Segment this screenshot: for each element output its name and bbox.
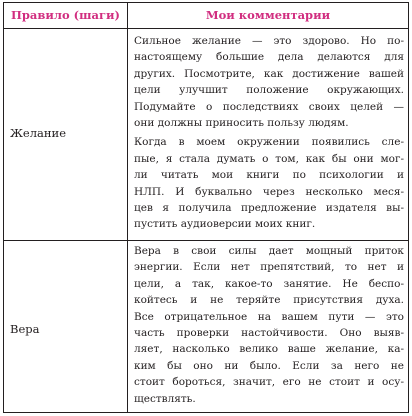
comment-cell-desire [134,33,404,233]
text-line: Вера в свои силы дает мощный приток [134,245,404,257]
text-line: других. Посмотрите, как достижение вашей [134,67,404,80]
comment-paragraph [134,243,404,407]
text-line: ким бы оно ни было. Если за него не [134,359,404,372]
comment-paragraph [134,134,404,232]
text-line: цев я получила предложение издателя вы- [134,202,404,215]
text-line: Когда в моем окружении появились сле- [134,136,404,149]
header-comments: Мои комментарии [205,8,331,22]
text-line: часть проверки настойчивости. Оно выяв- [134,327,404,340]
rule-label-faith: Вера [10,322,40,336]
rules-table [3,2,409,413]
text-line: цели улучшит положение окружающих. [134,84,404,97]
text-line: настоящему большие дела делаются для [134,51,404,64]
text-line: ли читать мои книги по психологии и [134,169,404,182]
table-header-row [4,3,408,29]
text-line: они должны приносить пользу людям. [134,117,349,130]
comment-paragraph [134,33,404,131]
text-line: койтесь и не теряйте присутствия духа. [134,294,404,307]
table-row [4,241,408,412]
comment-cell-faith [134,243,404,407]
text-line: ществлять. [134,392,196,405]
text-line: НЛП. И буквально через несколько меся- [134,185,404,198]
text-line: цели, а так, какое-то занятие. Не беспо- [134,277,404,290]
column-divider [127,3,128,412]
text-line: пые, я стала думать о том, как бы они мог- [134,152,404,165]
text-line: стоит бороться, значит, его не стоит и осу- [134,376,404,389]
table-row [4,29,408,241]
header-rule: Правило (шаги) [11,8,120,22]
rule-label-desire: Желание [10,126,67,140]
text-line: пустить аудиоверсии моих книг. [134,218,316,231]
text-line: ляет, насколько велико ваше желание, ка- [134,343,404,356]
text-line: Сильное желание — это здорово. Но по- [134,35,404,47]
text-line: энергии. Если нет препятствий, то нет и [134,261,404,274]
text-line: Подумайте о последствиях своих целей — [134,100,404,113]
text-line: Все отрицательное на вашем пути — это [134,310,404,323]
